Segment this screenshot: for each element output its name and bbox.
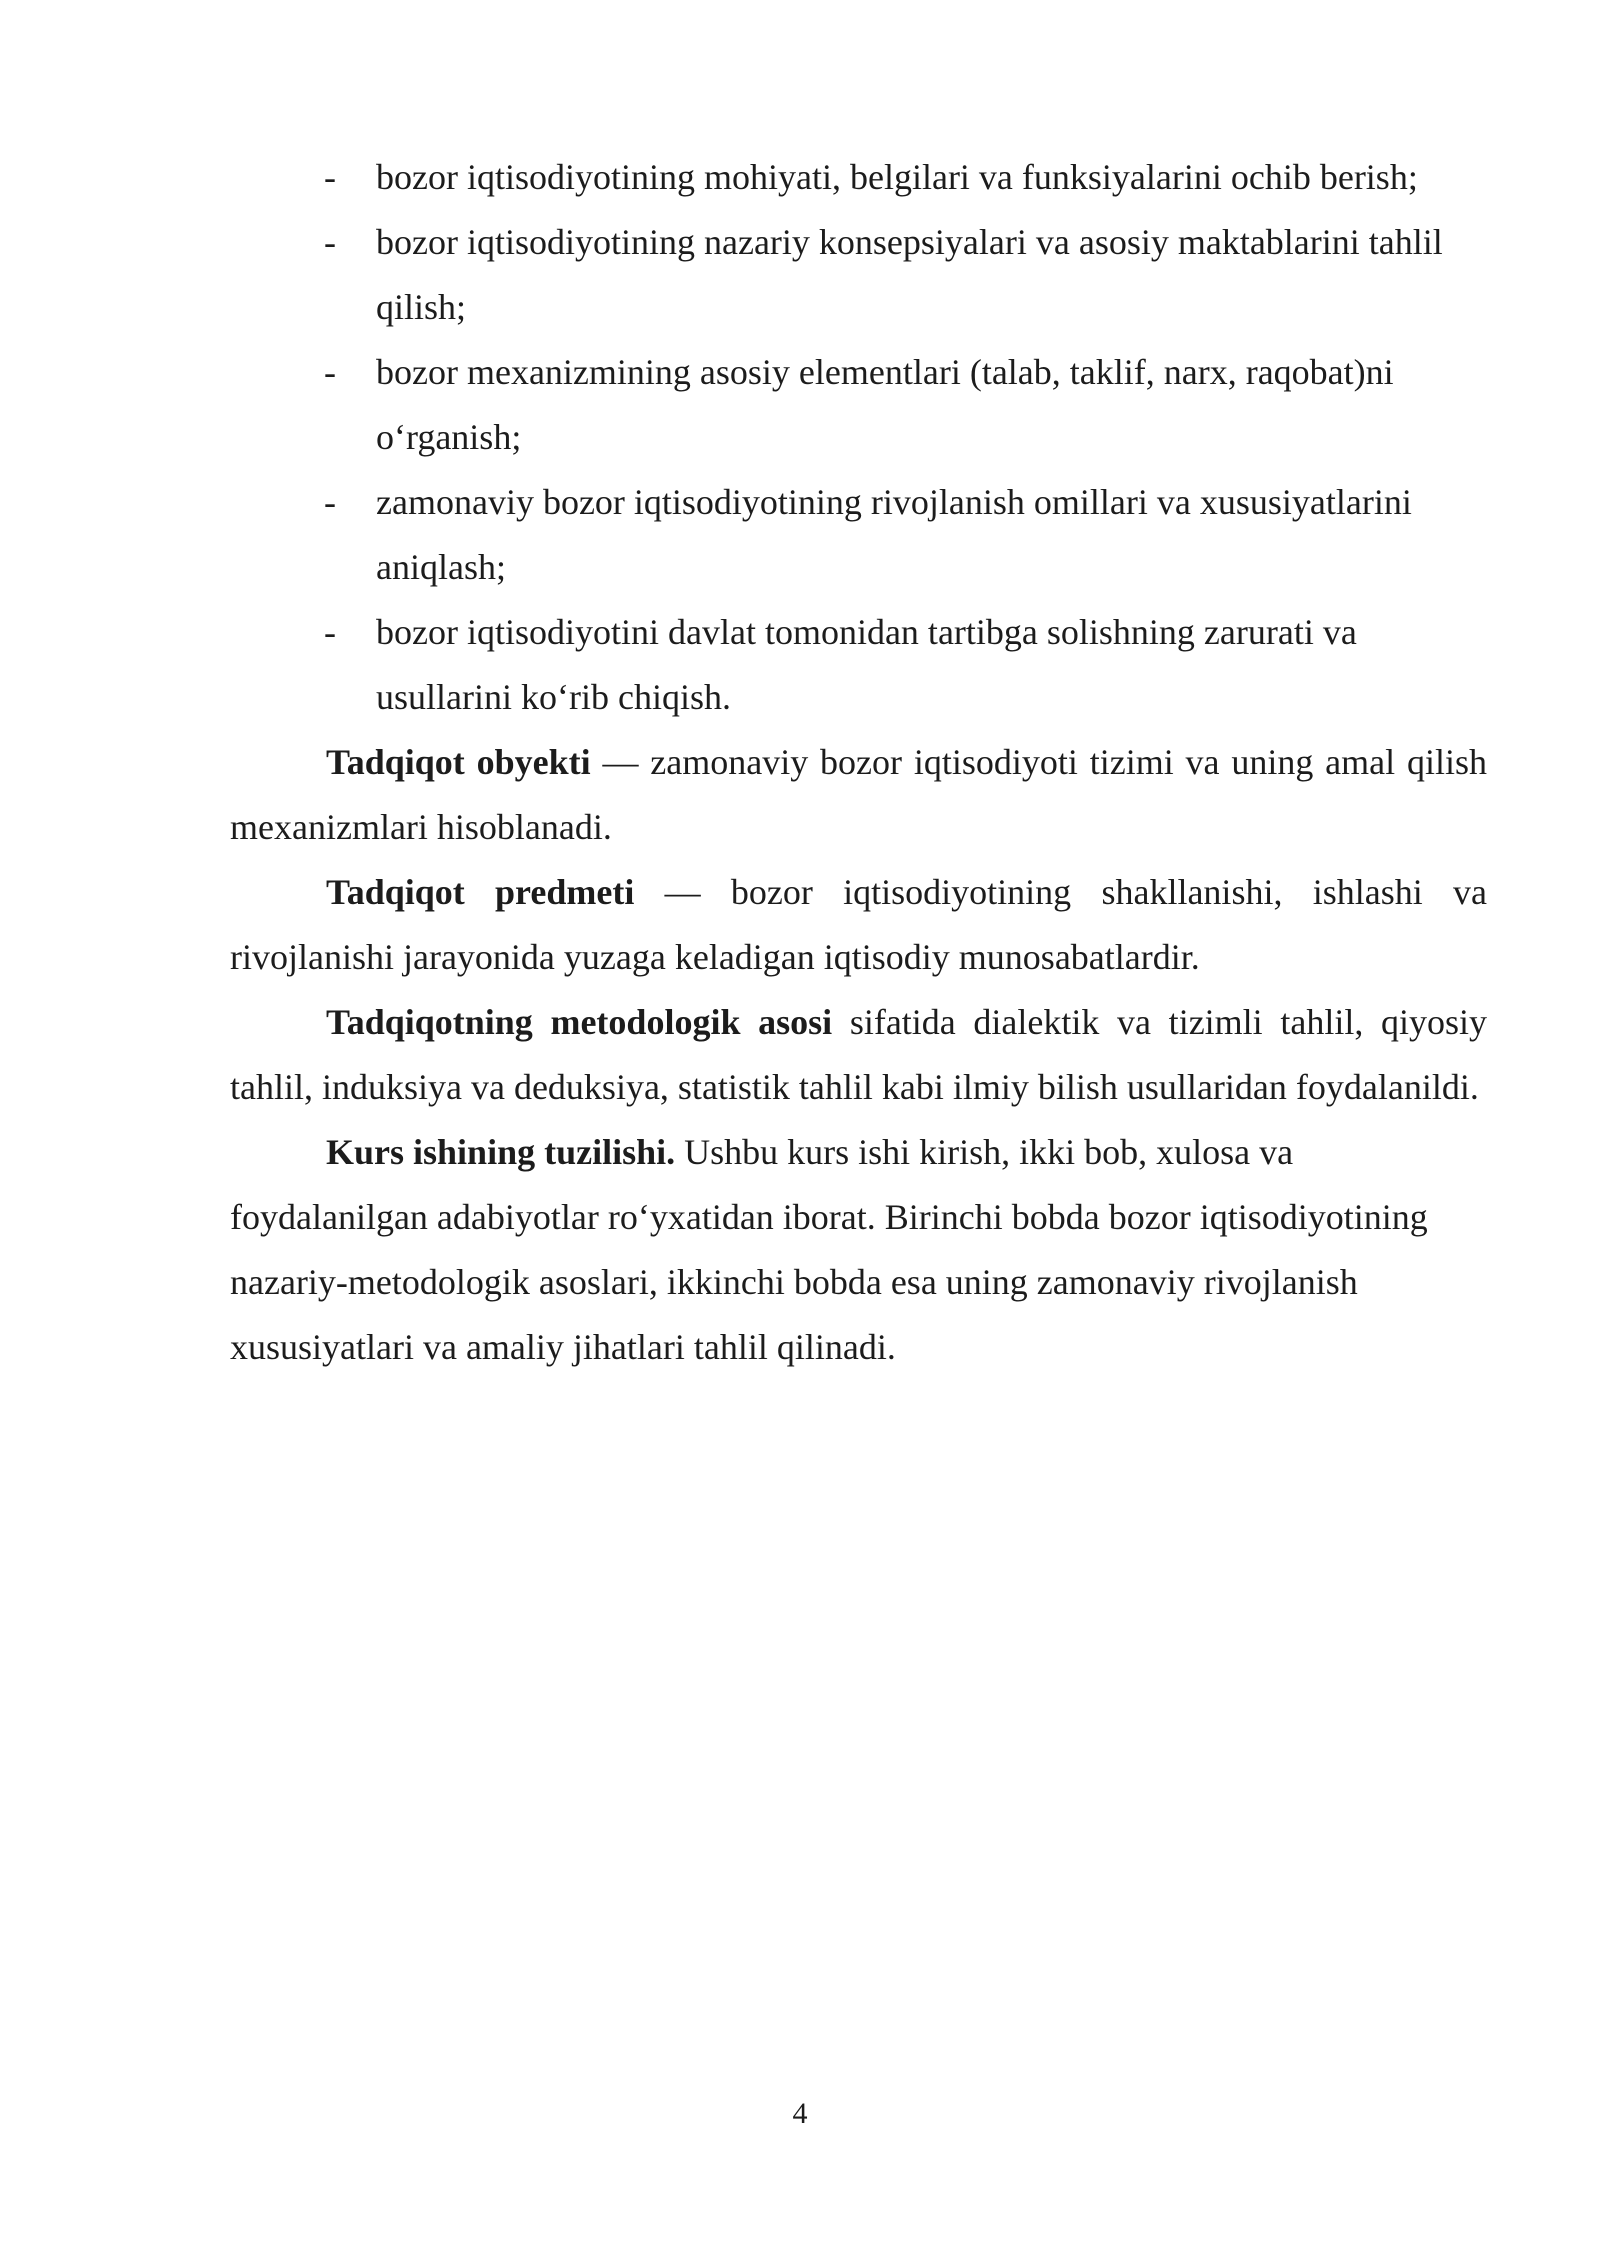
list-item — [230, 145, 1487, 210]
structure-heading: Kurs ishining tuzilishi. — [326, 1132, 676, 1172]
research-object-paragraph — [230, 730, 1487, 860]
list-bullet-dash: - — [324, 157, 336, 197]
page-number: 4 — [792, 2097, 808, 2130]
list-bullet-dash: - — [324, 352, 336, 392]
list-item-text: bozor mexanizmining asosiy elementlari (talab, taklif, narx, raqobat)ni o‘rganish; — [376, 352, 1394, 457]
methodology-paragraph — [230, 990, 1487, 1120]
list-item — [230, 600, 1487, 730]
methodology-heading: Tadqiqotning metodologik asosi — [326, 1002, 833, 1042]
list-item — [230, 470, 1487, 600]
research-subject-text: — bozor iqtisodiyotining shakllanishi, ishlashi va rivojlanishi jarayonida yuzaga keladigan iqtisodiy munosabatlardir. — [230, 872, 1487, 977]
methodology-text: sifatida dialektik va tizimli tahlil, qiyosiy tahlil, induksiya va deduksiya, statistik tahlil kabi ilmiy bilish usullaridan foydalanildi. — [230, 1002, 1487, 1107]
list-item-text: bozor iqtisodiyotining mohiyati, belgilari va funksiyalarini ochib berish; — [376, 157, 1418, 197]
research-object-heading: Tadqiqot obyekti — [326, 742, 591, 782]
list-item — [230, 210, 1487, 340]
list-item-text: bozor iqtisodiyotini davlat tomonidan tartibga solishning zarurati va usullarini ko‘rib chiqish. — [376, 612, 1357, 717]
structure-paragraph — [230, 1120, 1487, 1380]
list-bullet-dash: - — [324, 482, 336, 522]
research-subject-heading: Tadqiqot predmeti — [326, 872, 635, 912]
research-subject-paragraph — [230, 860, 1487, 990]
research-object-text: — zamonaviy bozor iqtisodiyoti tizimi va uning amal qilish mexanizmlari hisoblanadi. — [230, 742, 1487, 847]
list-bullet-dash: - — [324, 222, 336, 262]
page-body — [230, 145, 1487, 1380]
list-item-text: bozor iqtisodiyotining nazariy konsepsiyalari va asosiy maktablarini tahlil qilish; — [376, 222, 1443, 327]
objectives-list — [230, 145, 1487, 730]
list-bullet-dash: - — [324, 612, 336, 652]
list-item-text: zamonaviy bozor iqtisodiyotining rivojlanish omillari va xususiyatlarini aniqlash; — [376, 482, 1412, 587]
list-item — [230, 340, 1487, 470]
structure-text: Ushbu kurs ishi kirish, ikki bob, xulosa va foydalanilgan adabiyotlar ro‘yxatidan iborat. Birinchi bobda bozor iqtisodiyotining nazariy-metodologik asoslari, ikkinchi bobda esa uning zamonaviy rivojlanish xususiyatlari va amaliy jihatlari tahlil qilinadi. — [230, 1132, 1428, 1367]
